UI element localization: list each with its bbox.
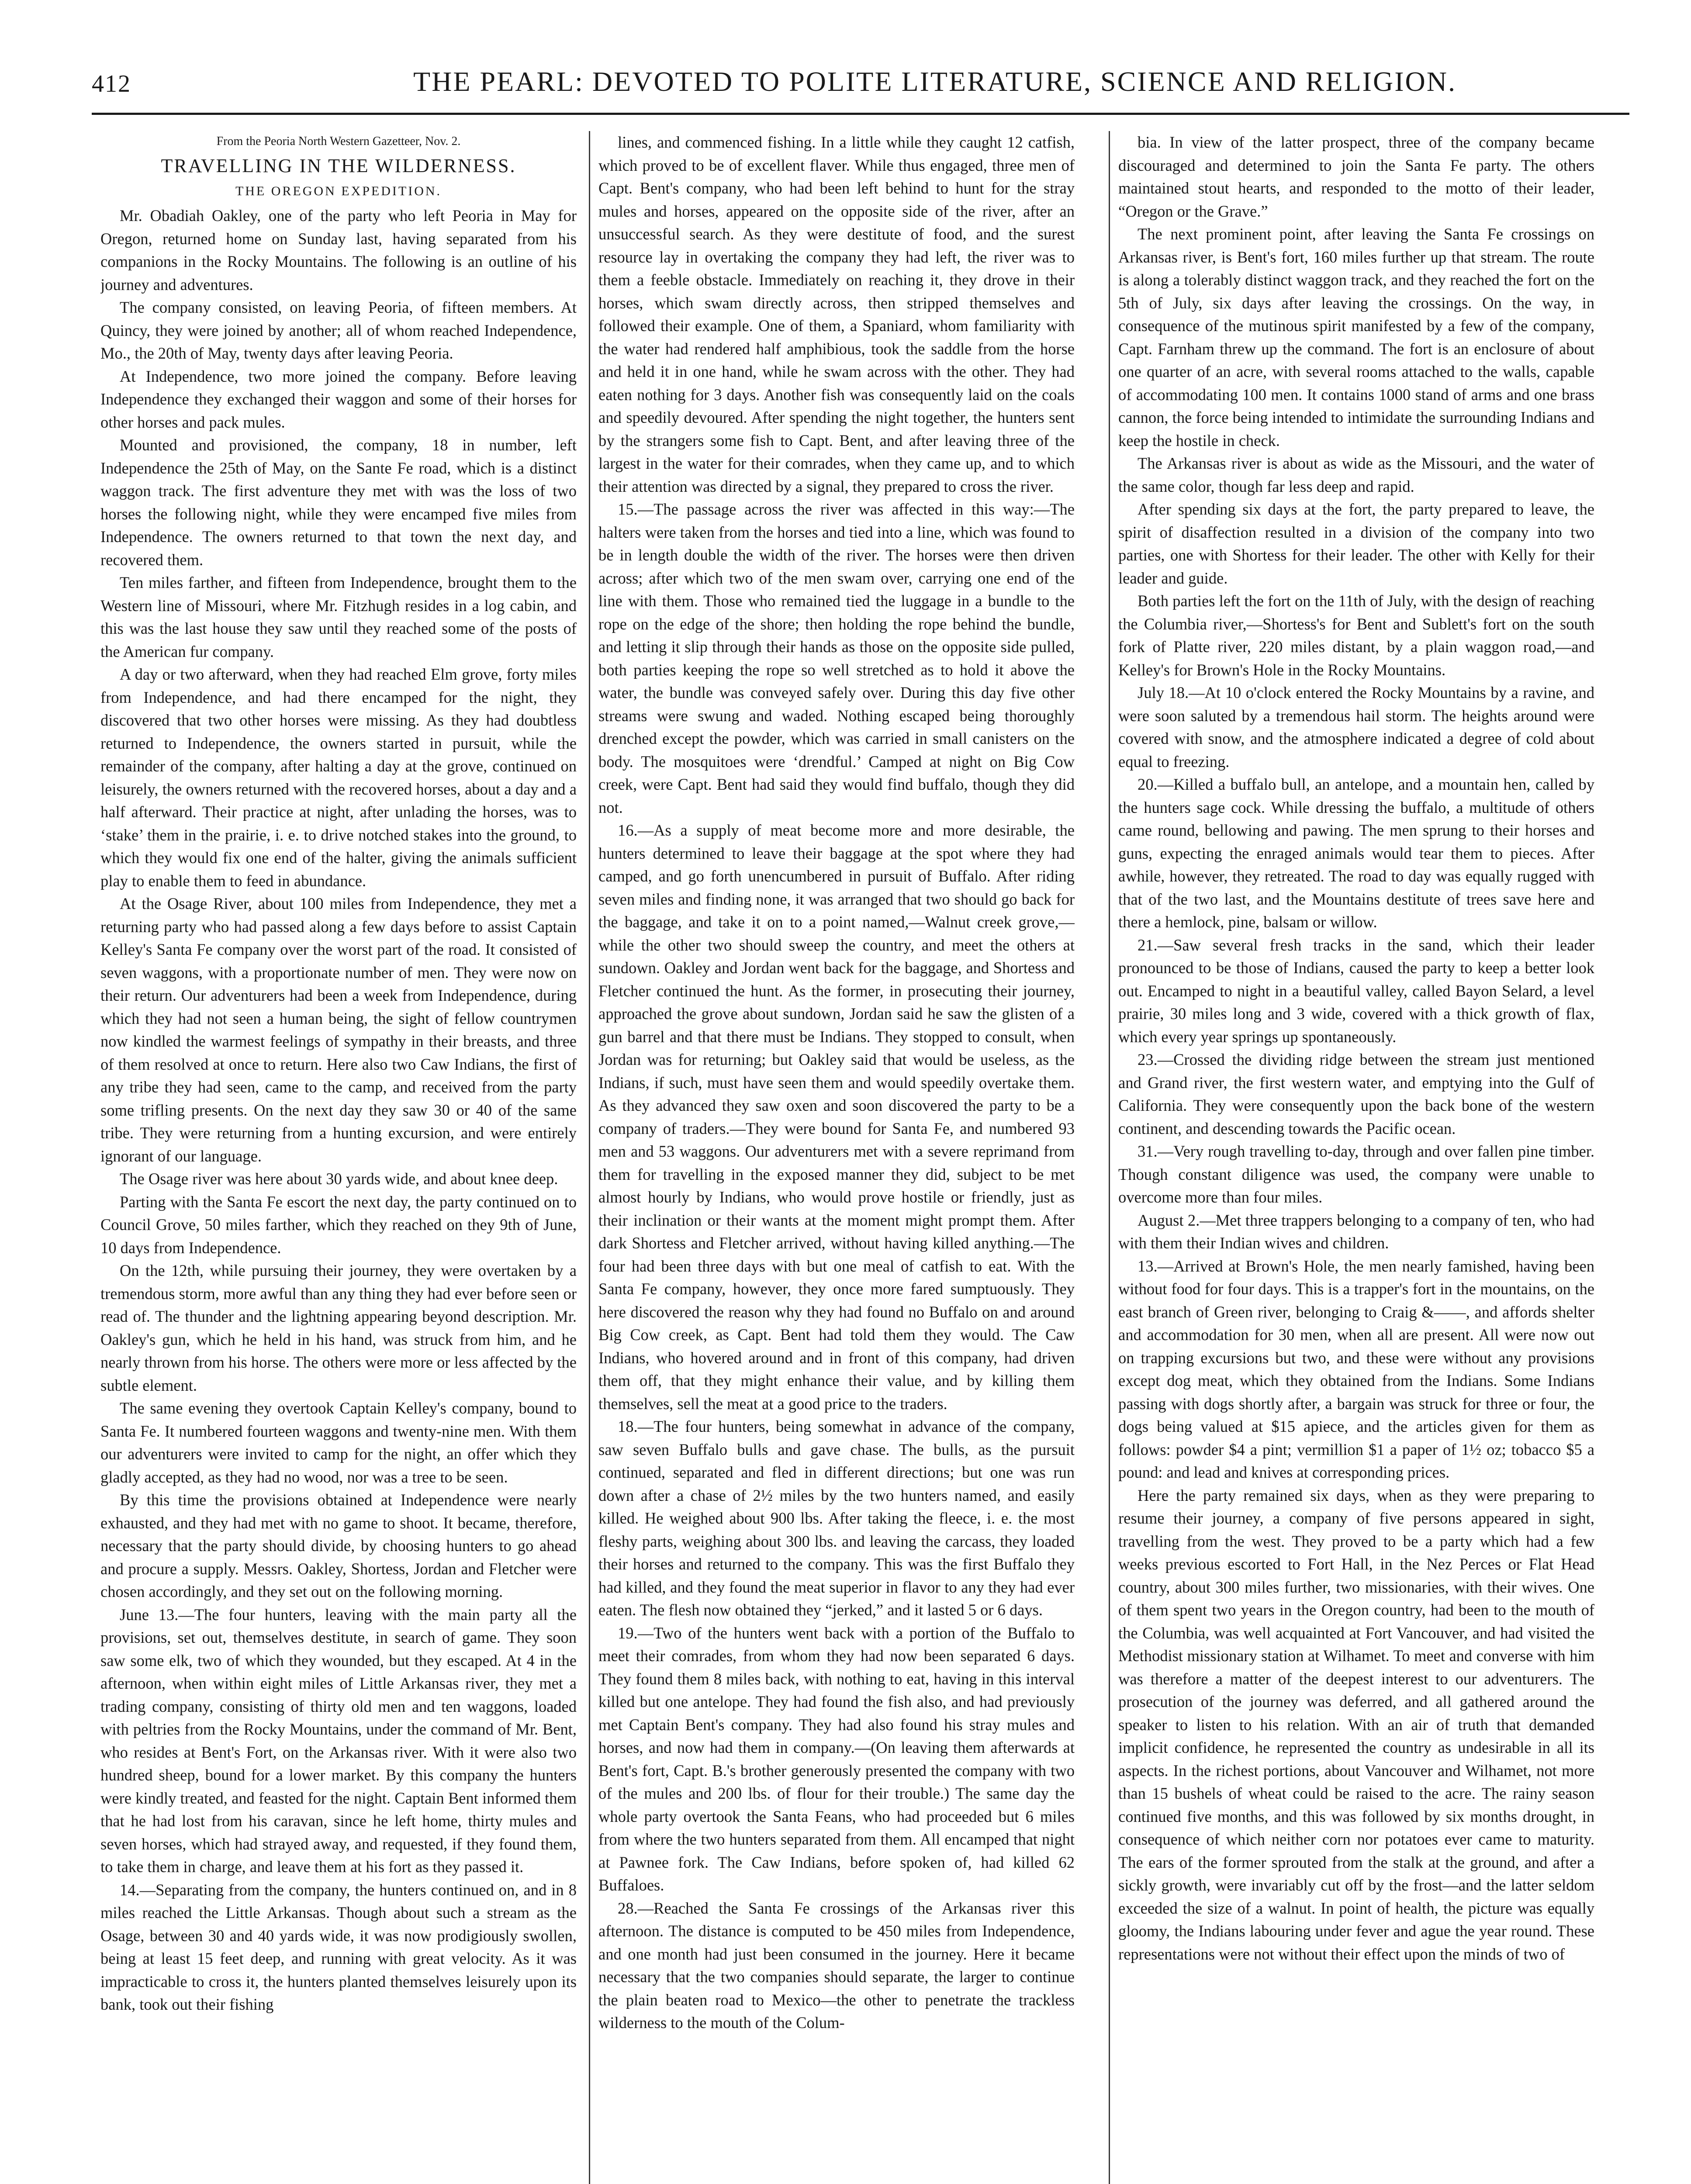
paragraph: Here the party remained six days, when as they were preparing to resume their journey, a company of five persons appeared in sight, travelling from the west. They proved to be a party which had a few weeks previous escorted to Fort Hall, in the Nez Perces or Flat Head country, about 300 miles further, two missionaries, with their wives. One of them spent two years in the Oregon country, had been to the mouth of the Columbia, was well acquainted at Fort Vancouver, and had visited the Methodist missionary station at Wilhamet. To meet and converse with him was therefore a matter of the deepest interest to our adventurers. The prosecution of the journey was deferred, and all gathered around the speaker to listen to his relation. With an air of truth that demanded implicit confidence, he represented the country as undesirable in all its aspects. In the richest portions, about Vancouver and Wilhamet, not more than 15 bushels of wheat could be raised to the acre. The rainy season continued five months, and this was followed by six months drought, in consequence of which neither corn nor potatoes ever came to maturity. The ears of the former sprouted from the stalk at the ground, and after a sickly growth, were invariably cut off by the frost—and the latter seldom exceeded the size of a walnut. In point of health, the picture was equally gloomy, the Indians labouring under fever and ague the year round. These representations were not without their effect upon the minds of two of — [1118, 1486, 1594, 1963]
column-3 — [1118, 131, 1594, 2184]
paragraph: 20.—Killed a buffalo bull, an antelope, and a mountain hen, called by the hunters sage cock. While dressing the buffalo, a multitude of others came round, bellowing and pawing. The men sprung to their horses and guns, expecting the enraged animals would tear them to pieces. After awhile, however, they retreated. The road to day was equally rugged with that of the two last, and the Mountains destitute of trees save here and there a hemlock, pine, balsam or willow. — [1118, 775, 1594, 931]
paragraph: 19.—Two of the hunters went back with a portion of the Buffalo to meet their comrades, from whom they had now been separated 6 days. They found them 8 miles back, with nothing to eat, having in this interval killed but one antelope. They had found the fish also, and had previously met Captain Bent's company. They had also found his stray mules and horses, and now had them in company.—(On leaving them afterwards at Bent's fort, Capt. B.'s brother generously presented the company with two of the mules and 200 lbs. of flour for their trouble.) The same day the whole party overtook the Santa Feans, who had proceeded but 6 miles from where the two hunters separated from them. All encamped that night at Pawnee fork. The Caw Indians, before spoken of, had killed 62 Buffaloes. — [598, 1624, 1075, 1894]
paragraph: The next prominent point, after leaving the Santa Fe crossings on Arkansas river, is Bent's fort, 160 miles further up that stream. The route is along a tolerably distinct waggon track, and they reached the fort on the 5th of July, six days after leaving the crossings. On the way, in consequence of the mutinous spirit manifested by a few of the company, Capt. Farnham threw up the command. The fort is an enclosure of about one quarter of an acre, with several rooms attached to the walls, capable of accommodating 100 men. It contains 1000 stand of arms and one brass cannon, the force being intended to intimidate the surrounding Indians and keep the hostile in check. — [1118, 225, 1594, 449]
paragraph: 31.—Very rough travelling to-day, through and over fallen pine timber. Though constant diligence was used, the company were unable to overcome more than four miles. — [1118, 1142, 1594, 1206]
paragraph: August 2.—Met three trappers belonging to a company of ten, who had with them their Indian wives and children. — [1118, 1211, 1594, 1252]
article-subtitle: THE OREGON EXPEDITION. — [235, 184, 442, 198]
paragraph: A day or two afterward, when they had reached Elm grove, forty miles from Independence, and had there encamped for the night, they discovered that two other horses were missing. As they had doubtless returned to Independence, the owners started in pursuit, while the remainder of the company, after halting a day at the grove, continued on leisurely, the owners returned with the recovered horses, about a day and a half afterward. Their practice at night, after unlading the horses, was to ‘stake’ them in the prairie, i. e. to drive notched stakes into the ground, to which they would fix one end of the halter, giving the animals sufficient play to enable them to feed in abundance. — [100, 665, 577, 890]
paragraph: lines, and commenced fishing. In a little while they caught 12 catfish, which proved to be of excellent flaver. While thus engaged, three men of Capt. Bent's company, who had been left behind to hunt for the stray mules and horses, appeared on the opposite side of the river, after an unsuccessful search. As they were destitute of food, and the surest resource lay in overtaking the company they had left, the river was to them a feeble obstacle. Immediately on reaching it, they drove in their horses, which swam directly across, then stripped themselves and followed their example. One of them, a Spaniard, whom familiarity with the water had rendered half amphibious, took the saddle from the horse and held it in one hand, while he swam across with the other. They had eaten nothing for 3 days. Another fish was consequently laid on the coals and speedily devoured. After spending the night together, the hunters sent by the strangers some fish to Capt. Bent, and after leaving three of the largest in the water for their comrades, when they came up, and to which their attention was directed by a signal, they prepared to cross the river. — [598, 133, 1075, 495]
paragraph: The Osage river was here about 30 yards wide, and about knee deep. — [120, 1170, 558, 1188]
paragraph: 16.—As a supply of meat become more and more desirable, the hunters determined to leave their baggage at the spot where they had camped, and go forth unencumbered in pursuit of Buffalo. After riding seven miles and finding none, it was arranged that two should go back for the baggage, and take it on to a point named,—Walnut creek grove,—while the other two should sweep the country, and meet the others at sundown. Oakley and Jordan went back for the baggage, and Shortess and Fletcher continued the hunt. As the former, in prosecuting their journey, approached the grove about sundown, Jordan said he saw the glisten of a gun barrel and that there must be Indians. They stopped to consult, when Jordan was for returning; but Oakley said that would be useless, as the Indians, if such, must have seen them and would speedily overtake them. As they advanced they saw oxen and soon discovered the party to be a company of traders.—They were bound for Santa Fe, and numbered 93 men and 53 waggons. Our adventurers met with a severe reprimand from them for travelling in the exposed manner they did, subject to be met almost hourly by Indians, who would prove hostile or friendly, just as their inclination or their wants at the moment might prompt them. After dark Shortess and Fletcher arrived, without having killed anything.—The four had been three days with but one meal of catfish to eat. With the Santa Fe company, however, they once more fared sumptuously. They here discovered the reason why they had found no Buffalo on and around Big Cow creek, as Capt. Bent had told them they would. The Caw Indians, who hovered around and in front of this company, had driven them off, that they might enhance their value, and by killing them themselves, sell the meat at a good price to the traders. — [598, 821, 1075, 1413]
paragraph: 14.—Separating from the company, the hunters continued on, and in 8 miles reached the Little Arkansas. Though about such a stream as the Osage, between 30 and 40 yards wide, it was now prodigiously swollen, being at least 15 feet deep, and running with great velocity. As it was impracticable to cross it, the hunters planted themselves leisurely upon its bank, took out their fishing — [100, 1880, 577, 2013]
column-divider — [1109, 131, 1110, 2184]
paragraph: On the 12th, while pursuing their journey, they were overtaken by a tremendous storm, more awful than any thing they had ever before seen or read of. The thunder and the lightning appearing beyond description. Mr. Oakley's gun, which he held in his hand, was struck from him, and he nearly thrown from his horse. The others were more or less affected by the subtle element. — [100, 1261, 577, 1394]
paragraph: Ten miles farther, and fifteen from Independence, brought them to the Western line of Missouri, where Mr. Fitzhugh resides in a log cabin, and this was the last house they saw until they reached some of the posts of the American fur company. — [100, 574, 577, 660]
paragraph: 18.—The four hunters, being somewhat in advance of the company, saw seven Buffalo bulls and gave chase. The bulls, as the pursuit continued, separated and fled in different directions; but one was run down after a chase of 2½ miles by the two hunters named, and easily killed. He weighed about 900 lbs. After taking the fleece, i. e. the most fleshy parts, weighing about 300 lbs. and leaving the carcass, they loaded their horses and returned to the company. This was the first Buffalo they had killed, and they found the meat superior in flavor to any they had ever eaten. The flesh now obtained they “jerked,” and it lasted 5 or 6 days. — [598, 1417, 1075, 1619]
paragraph: July 18.—At 10 o'clock entered the Rocky Mountains by a ravine, and were soon saluted by a tremendous hail storm. The heights around were covered with snow, and the atmosphere indicated a degree of cold about equal to freezing. — [1118, 684, 1594, 771]
paragraph: At the Osage River, about 100 miles from Independence, they met a returning party who had passed along a few days before to assist Captain Kelley's Santa Fe company over the worst part of the road. It consisted of seven waggons, with a proportionate number of men. They were now on their return. Our adventurers had been a week from Independence, during which they had not seen a human being, the sight of fellow countrymen now kindled the warmest feelings of sympathy in their breasts, and three of them resolved at once to return. Here also two Caw Indians, the first of any tribe they had seen, came to the camp, and received from the party some trifling presents. On the next day they saw 30 or 40 of the same tribe. They were returning from a hunting excursion, and were entirely ignorant of our language. — [100, 895, 577, 1165]
running-title: THE PEARL: DEVOTED TO POLITE LITERATURE, SCIENCE AND RELIGION. — [413, 66, 1456, 97]
column-divider — [589, 131, 590, 2184]
paragraph: June 13.—The four hunters, leaving with the main party all the provisions, set out, themselves destitute, in search of game. They soon saw some elk, two of which they wounded, but they escaped. At 4 in the afternoon, when within eight miles of Little Arkansas river, they met a trading company, consisting of thirty old men and ten waggons, loaded with peltries from the Rocky Mountains, under the command of Mr. Bent, who resides at Bent's Fort, on the Arkansas river. With it were also two hundred sheep, bound for a lower market. By this company the hunters were kindly treated, and feasted for the night. Captain Bent informed them that he had lost from his caravan, since he left home, thirty mules and seven horses, which had strayed away, and requested, if they found them, to take them in charge, and leave them at his fort as they passed it. — [100, 1605, 577, 1876]
paragraph: Both parties left the fort on the 11th of July, with the design of reaching the Columbia river,—Shortess's for Bent and Sublett's fort on the south fork of Platte river, 220 miles distant, by a plain waggon road,—and Kelley's for Brown's Hole in the Rocky Mountains. — [1118, 592, 1594, 679]
paragraph: bia. In view of the latter prospect, three of the company became discouraged and determined to join the Santa Fe party. The others maintained stout hearts, and responded to the motto of their leader, “Oregon or the Grave.” — [1118, 133, 1594, 220]
paragraph: 13.—Arrived at Brown's Hole, the men nearly famished, having been without food for four days. This is a trapper's fort in the mountains, on the east branch of Green river, belonging to Craig &——, and affords shelter and accommodation for 30 men, when all are present. All were now out on trapping excursions but two, and these were without any provisions except dog meat, which they obtained from the Indians. Some Indians passing with dogs shortly after, a bargain was struck for three or four, the dogs being valued at $15 apiece, and the articles given for them as follows: powder $4 a pint; vermillion $1 a paper of 1½ oz; tobacco $5 a pound: and lead and knives at corresponding prices. — [1118, 1257, 1594, 1481]
paragraph: The Arkansas river is about as wide as the Missouri, and the water of the same color, though far less deep and rapid. — [1118, 454, 1594, 495]
paragraph: 28.—Reached the Santa Fe crossings of the Arkansas river this afternoon. The distance is computed to be 450 miles from Independence, and one month had just been consumed in the journey. Here it became necessary that the two companies should separate, the larger to continue the plain beaten road to Mexico—the other to penetrate the trackless wilderness to the mouth of the Colum- — [598, 1899, 1075, 2032]
paragraph: By this time the provisions obtained at Independence were nearly exhausted, and they had met with no game to shoot. It became, therefore, necessary that the party should divide, by choosing hunters to go ahead and procure a supply. Messrs. Oakley, Shortess, Jordan and Fletcher were chosen accordingly, and they set out on the following morning. — [100, 1491, 577, 1600]
paragraph: Mounted and provisioned, the company, 18 in number, left Independence the 25th of May, on the Sante Fe road, which is a distinct waggon track. The first adventure they met with was the loss of two horses the following night, while they were encamped five miles from Independence. The owners returned to that town the next day, and recovered them. — [100, 436, 577, 569]
paragraph: 15.—The passage across the river was affected in this way:—The halters were taken from the horses and tied into a line, which was found to be in length double the width of the river. The horses were then driven across; after which two of the men swam over, carrying one end of the line with them. Those who remained tied the luggage in a bundle to the rope on the edge of the shore; then holding the rope behind the bundle, and letting it slip through their hands as those on the opposite side pulled, both parties keeping the rope so well stretched as to hold it above the water, the bundle was conveyed safely over. During this day five other streams were swung and waded. Nothing escaped being thoroughly drenched except the powder, which was carried in small canisters on the body. The mosquitoes were ‘drendful.’ Camped at night on Big Cow creek, were Capt. Bent had said they would find buffalo, though they did not. — [598, 500, 1075, 816]
page-header — [92, 66, 1629, 109]
page-number: 412 — [92, 70, 131, 97]
column-2 — [598, 131, 1075, 2184]
paragraph: 23.—Crossed the dividing ridge between the stream just mentioned and Grand river, the first western water, and emptying into the Gulf of California. They were consequently upon the back bone of the western continent, and descending towards the Pacific ocean. — [1118, 1051, 1594, 1137]
article-title: TRAVELLING IN THE WILDERNESS. — [161, 155, 516, 176]
column-1-body — [100, 204, 577, 2016]
column-2-body — [598, 131, 1075, 2035]
paragraph: At Independence, two more joined the company. Before leaving Independence they exchanged their waggon and some of their horses for other horses and pack mules. — [100, 367, 577, 431]
paragraph: After spending six days at the fort, the party prepared to leave, the spirit of disaffection resulted in a division of the company into two parties, one with Shortess for their leader. The other with Kelly for their leader and guide. — [1118, 500, 1594, 587]
paragraph: 21.—Saw several fresh tracks in the sand, which their leader pronounced to be those of Indians, caused the party to keep a better look out. Encamped to night in a beautiful valley, called Bayon Selard, a level prairie, 30 miles long and 3 wide, covered with a thick growth of flax, which every year springs up spontaneously. — [1118, 936, 1594, 1046]
paragraph: Parting with the Santa Fe escort the next day, the party continued on to Council Grove, 50 miles farther, which they reached on they 9th of June, 10 days from Independence. — [100, 1192, 577, 1257]
paragraph: The company consisted, on leaving Peoria, of fifteen members. At Quincy, they were joined by another; all of whom reached Independence, Mo., the 20th of May, twenty days after leaving Peoria. — [100, 298, 577, 362]
column-1 — [100, 131, 577, 2184]
paragraph: Mr. Obadiah Oakley, one of the party who left Peoria in May for Oregon, returned home on Sunday last, having separated from his companions in the Rocky Mountains. The following is an outline of his journey and adventures. — [100, 207, 577, 294]
column-3-body — [1118, 131, 1594, 1966]
paragraph: The same evening they overtook Captain Kelley's company, bound to Santa Fe. It numbered fourteen waggons and twenty-nine men. With them our adventurers were invited to camp for the night, an offer which they gladly accepted, as they had no wood, nor was a tree to be seen. — [100, 1399, 577, 1486]
article-source: From the Peoria North Western Gazetteer, Nov. 2. — [216, 135, 461, 148]
header-rule — [92, 113, 1629, 115]
